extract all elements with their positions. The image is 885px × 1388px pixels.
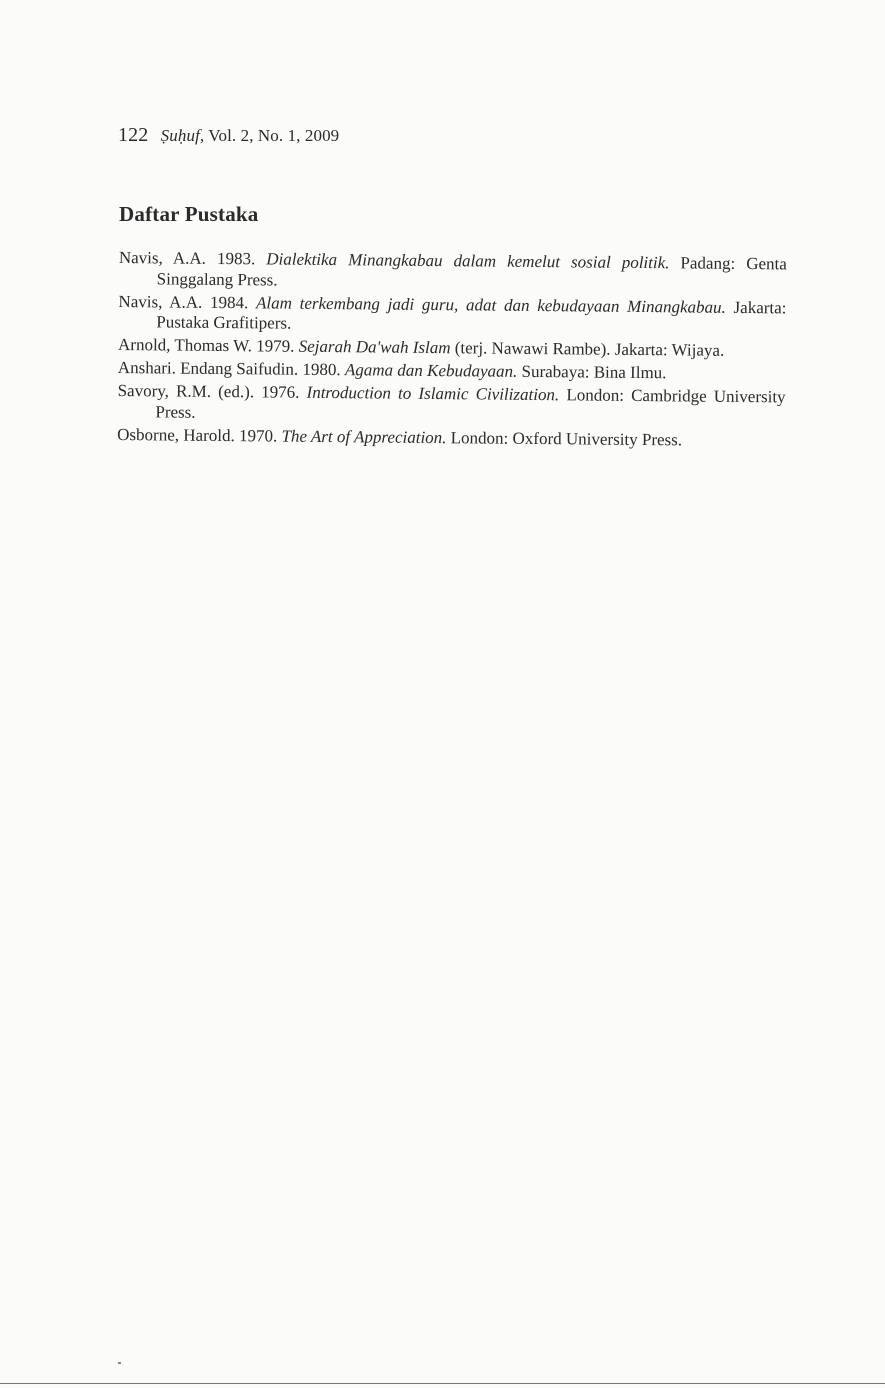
reference-publisher: Jakarta: Pustaka Grafitipers. (156, 297, 787, 333)
reference-title: Introduction to Islamic Civilization. (306, 382, 560, 405)
reference-lead: Navis, A.A. 1984. (118, 291, 257, 312)
reference-lead: Arnold, Thomas W. 1979. (117, 334, 299, 356)
reference-title: Dialektika Minangkabau dalam kemelut sosial politik. (266, 249, 670, 273)
reference-lead: Savory, R.M. (ed.). 1976. (117, 380, 307, 402)
reference-publisher: London: Oxford University Press. (446, 427, 683, 449)
reference-publisher: Padang: Genta Singgalang Press. (156, 253, 787, 290)
reference-lead: Osborne, Harold. 1970. (117, 424, 282, 446)
reference-title: Agama dan Kebudayaan. (344, 360, 518, 381)
reference-title: Sejarah Da'wah Islam (298, 336, 451, 358)
reference-item (119, 248, 787, 295)
reference-item (118, 291, 786, 338)
reference-list (117, 248, 787, 454)
reference-item (118, 335, 786, 362)
reference-title: Alam terkembang jadi guru, adat dan kebudayaan Minangkabau. (255, 292, 726, 317)
reference-item (117, 424, 785, 451)
journal-name: Ṣuḥuf, (160, 126, 205, 145)
reference-publisher: Surabaya: Bina Ilmu. (517, 361, 667, 383)
running-header (118, 124, 339, 147)
reference-publisher: (terj. Nawawi Rambe). Jakarta: Wijaya. (450, 338, 725, 360)
journal-issue: Vol. 2, No. 1, 2009 (208, 126, 340, 145)
reference-lead: Anshari. Endang Saifudin. 1980. (117, 357, 346, 380)
reference-title: The Art of Appreciation. (281, 426, 447, 447)
reference-publisher: London: Cambridge University Press. (155, 385, 786, 422)
reference-lead: Navis, A.A. 1983. (118, 248, 267, 269)
page-number: 122 (118, 124, 149, 146)
page-edge-line (0, 1383, 885, 1384)
reference-item (117, 381, 785, 428)
reference-item (118, 358, 786, 385)
scan-speck (118, 1362, 121, 1364)
section-title: Daftar Pustaka (119, 202, 259, 226)
